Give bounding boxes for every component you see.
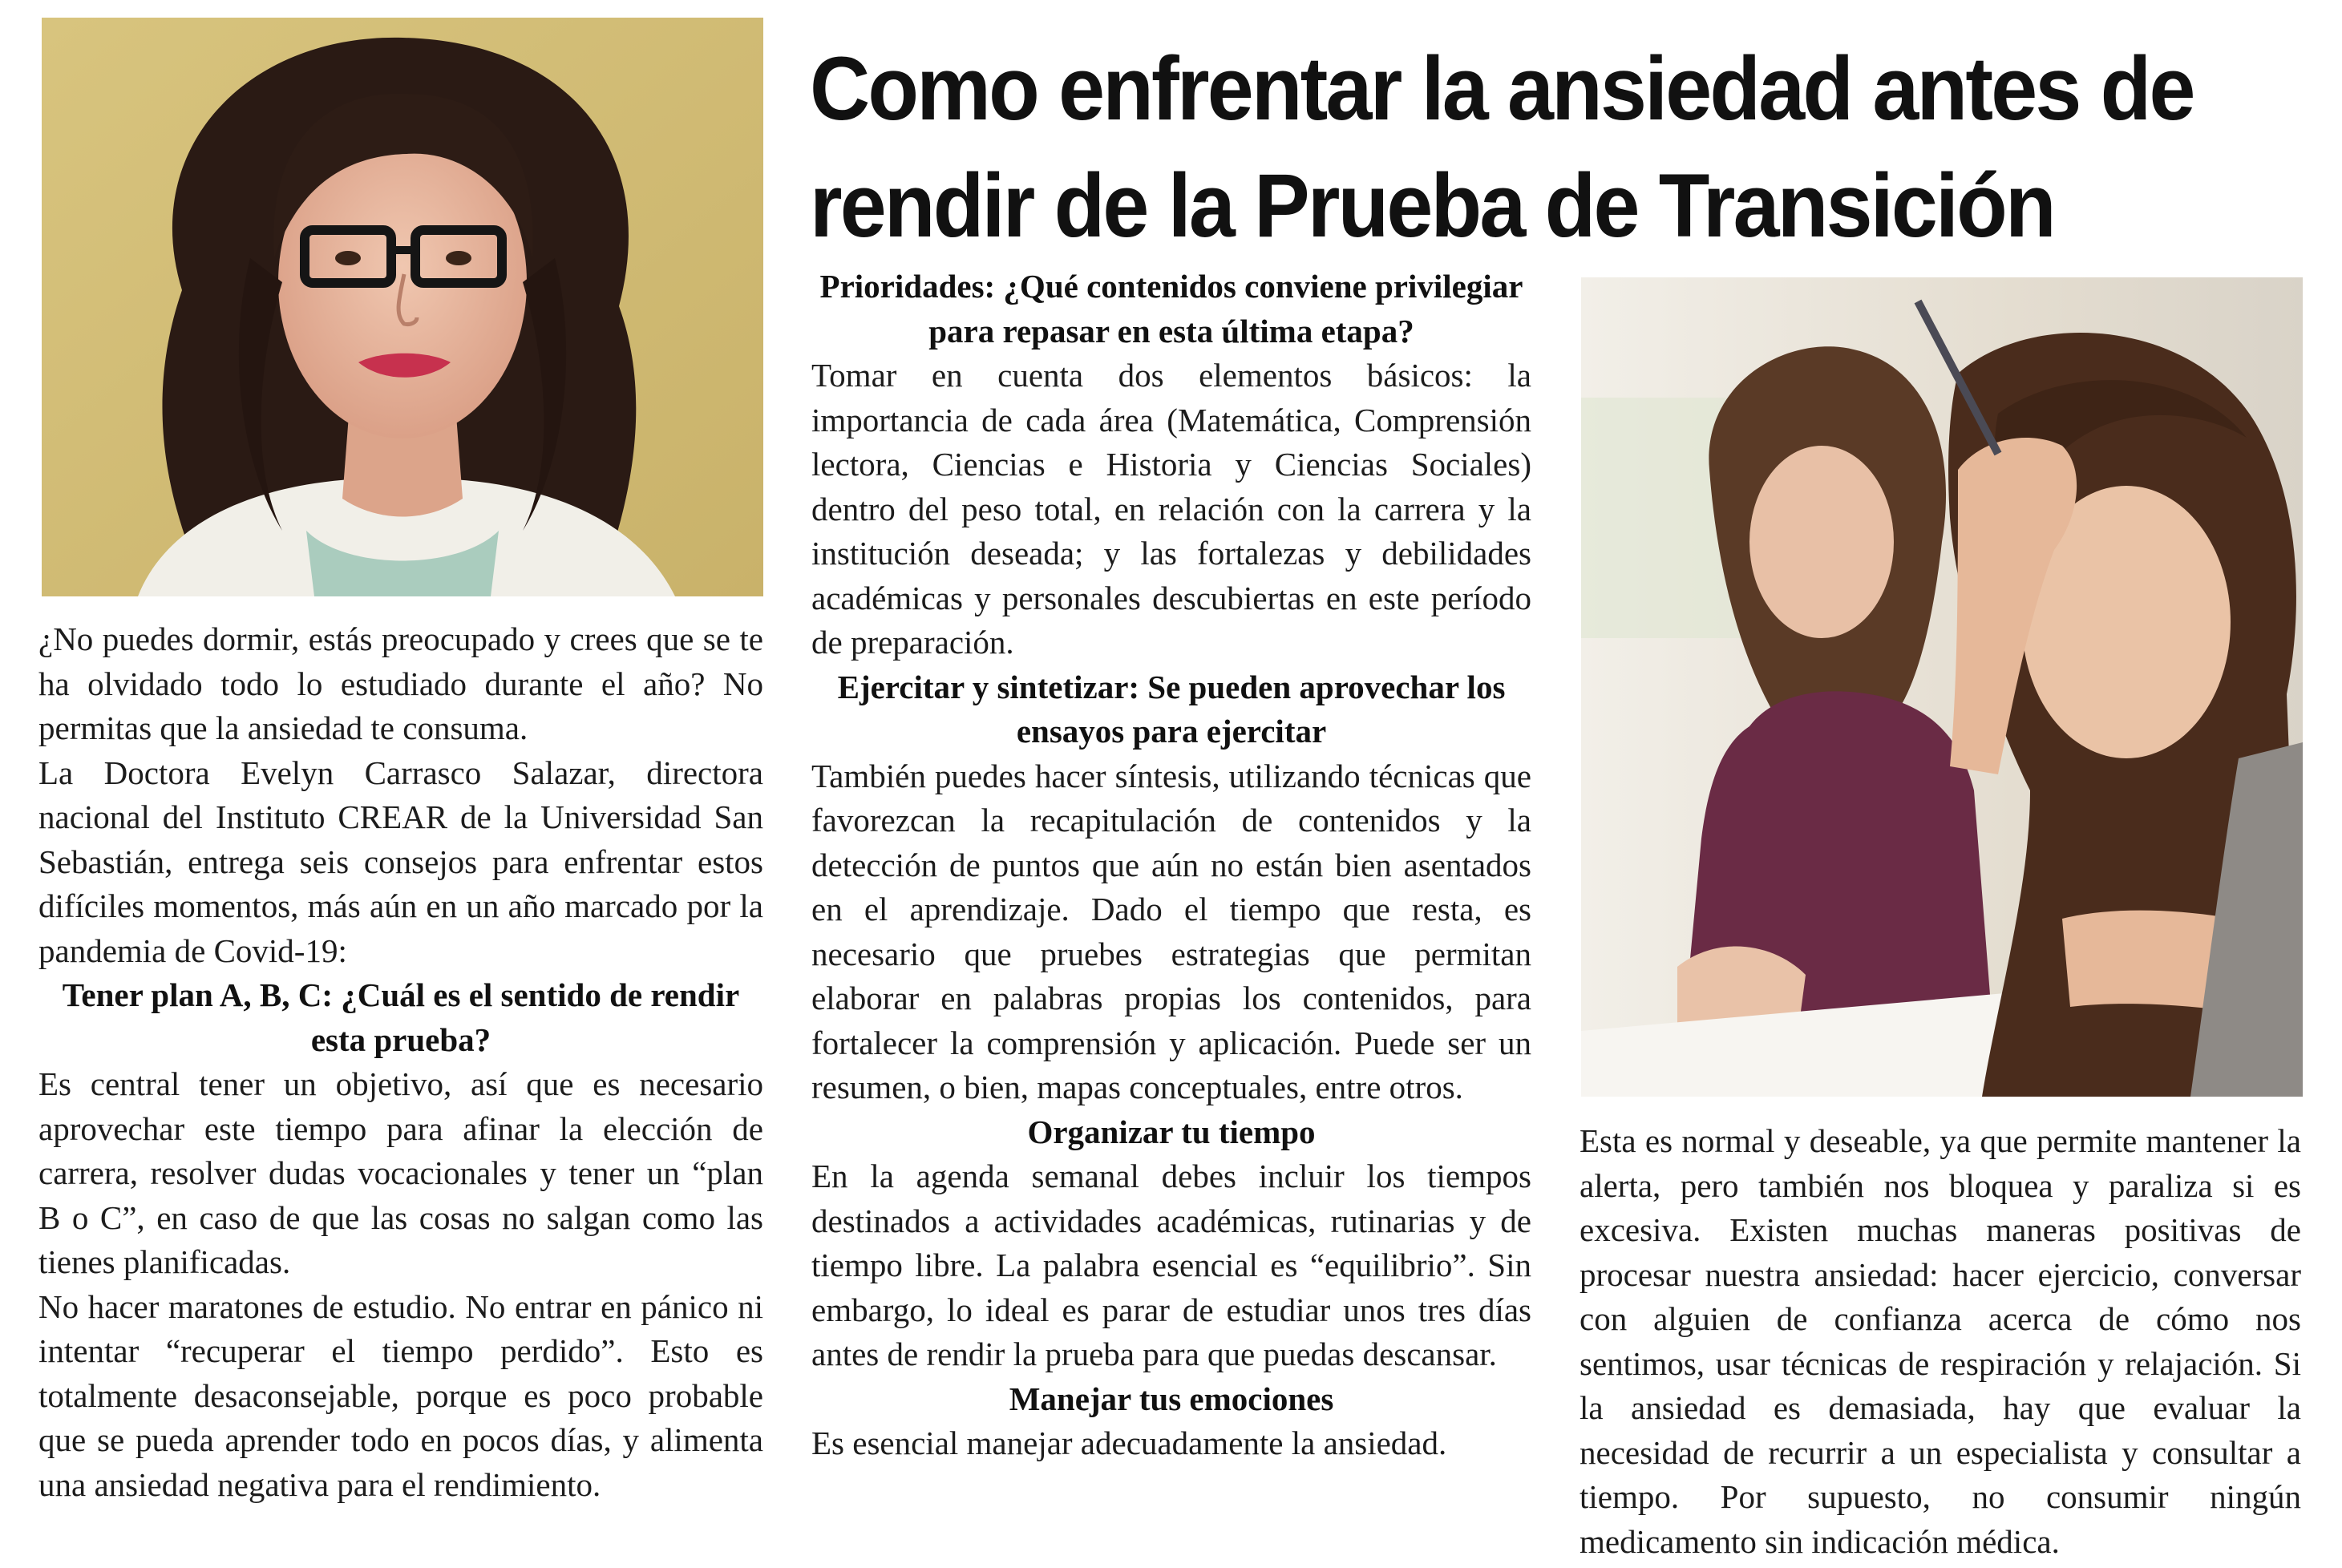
subheading-emociones: Manejar tus emociones (1009, 1380, 1334, 1417)
organizar-paragraph: En la agenda semanal debes incluir los tiempos destinados a actividades académicas, rutinarias y de tiempo libre. La palabra esencial es “equilibrio”. Sin embargo, lo ideal es parar de estudiar unos tres días antes de rendir la prueba para que puedas descansar. (811, 1158, 1531, 1372)
subheading-ejercitar: Ejercitar y sintetizar: Se pueden aprovechar los ensayos para ejercitar (837, 668, 1506, 750)
intro-paragraph: ¿No puedes dormir, estás preocupado y crees que se te ha olvidado todo lo estudiado durante el año? No permitas que la ansiedad te consuma. (38, 620, 763, 746)
students-photo (1581, 277, 2303, 1097)
emociones-paragraph: Es esencial manejar adecuadamente la ansiedad. (811, 1425, 1447, 1461)
students-illustration (1581, 277, 2303, 1097)
column-1 (38, 617, 763, 1507)
headline-line-1: Como enfrentar la ansiedad antes de (810, 38, 2194, 139)
headline-line-2: rendir de la Prueba de Transición (810, 156, 2054, 256)
subheading-prioridades: Prioridades: ¿Qué contenidos conviene privilegiar para repasar en esta última etapa? (819, 268, 1523, 350)
column-2 (811, 265, 1531, 1466)
portrait-photo (42, 18, 763, 596)
headline (810, 30, 2211, 265)
subheading-organizar: Organizar tu tiempo (1027, 1113, 1316, 1150)
ansiedad-paragraph: Esta es normal y deseable, ya que permite mantener la alerta, pero también nos bloquea y paraliza si es excesiva. Existen muchas maneras positivas de procesar nuestra ansiedad: hacer ejercicio, conversar con alguien de confianza acerca de cómo nos sentimos, usar técnicas de respiración y relajación. Si la ansiedad es demasiada, hay que evaluar la necesidad de recurrir a un especialista y consultar a tiempo. Por supuesto, no consumir ningún medicamento sin indicación médica. (1580, 1122, 2301, 1560)
plan-paragraph: Es central tener un objetivo, así que es necesario aprovechar este tiempo para afinar la elección de carrera, resolver dudas vocacionales y tener un “plan B o C”, en caso de que las cosas no salgan como las tienes planificadas. (38, 1065, 763, 1280)
subheading-plan: Tener plan A, B, C: ¿Cuál es el sentido de rendir esta prueba? (62, 976, 740, 1058)
ejercitar-paragraph: También puedes hacer síntesis, utilizando técnicas que favorezcan la recapitulación de contenidos y la detección de puntos que aún no están bien asentados en el aprendizaje. Dado el tiempo que resta, es necesario que pruebes estrategias que permitan elaborar en palabras propias los contenidos, para fortalecer la comprensión y aplicación. Puede ser un resumen, o bien, mapas conceptuales, entre otros. (811, 757, 1531, 1105)
portrait-illustration (42, 18, 763, 596)
doctor-paragraph: La Doctora Evelyn Carrasco Salazar, directora nacional del Instituto CREAR de la Universidad San Sebastián, entrega seis consejos para enfrentar estos difíciles momentos, más aún en un año marcado por la pandemia de Covid-19: (38, 754, 763, 969)
maratones-paragraph: No hacer maratones de estudio. No entrar en pánico ni intentar “recuperar el tiempo perdido”. Esto es totalmente desaconsejable, porque es poco probable que se pueda aprender todo en pocos días, y alimenta una ansiedad negativa para el rendimiento. (38, 1287, 763, 1503)
prioridades-paragraph: Tomar en cuenta dos elementos básicos: la importancia de cada área (Matemática, Comprensión lectora, Ciencias e Historia y Ciencias Sociales) dentro del peso total, en relación con la carrera y la institución deseada; y las fortalezas y debilidades académicas y personales descubiertas en este período de preparación. (811, 357, 1531, 661)
column-3 (1580, 1119, 2301, 1564)
